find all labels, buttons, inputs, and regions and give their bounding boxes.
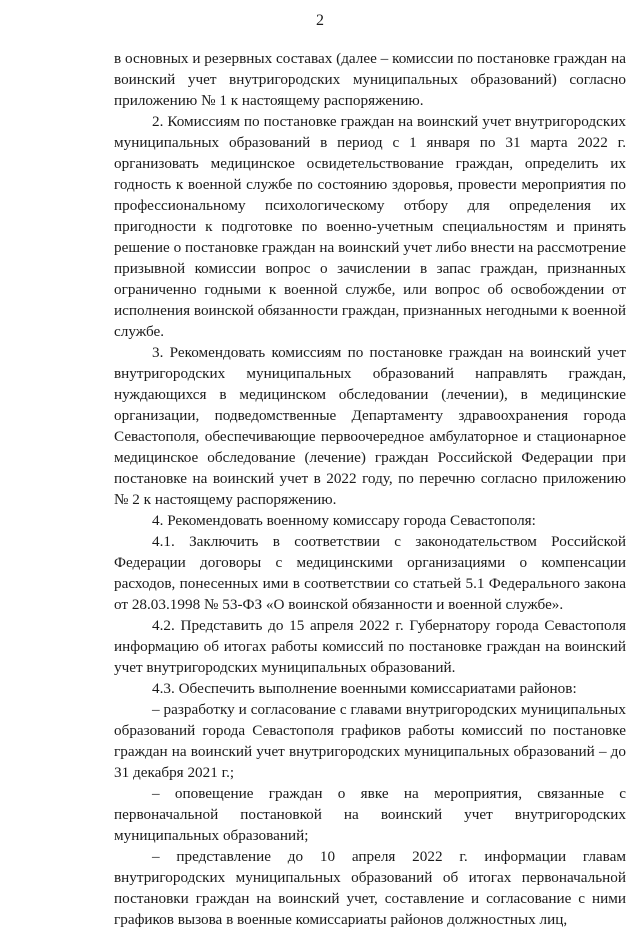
paragraph-item-4-1: 4.1. Заключить в соответствии с законодательством Российской Федерации договоры с медицинскими организациями о компенсации расходов, понесенных ими в соответствии со статьей 5.1 Федерального закона от 28.03.1998 № 53-ФЗ «О воинской обязанности и военной службе».	[114, 533, 626, 613]
paragraph-commission-composition: в основных и резервных составах (далее – комиссии по постановке граждан на воинский учет внутригородских муниципальных образований) согласно приложению № 1 к настоящему распоряжению.	[114, 50, 626, 109]
paragraph-item-4-3: 4.3. Обеспечить выполнение военными комиссариатами районов:	[152, 680, 577, 697]
paragraph-item-2: 2. Комиссиям по постановке граждан на воинский учет внутригородских муниципальных образований в период с 1 января по 31 марта 2022 г. организовать медицинское освидетельствование граждан, определить их годность к военной службе по состоянию здоровья, провести мероприятия по профессиональному психологическому отбору для определения их пригодности к подготовке по военно-учетным специальностям и принять решение о постановке граждан на воинский учет либо внести на рассмотрение призывной комиссии вопрос о зачислении в запас граждан, признанных ограниченно годными к военной службе, или вопрос об освобождении от исполнения воинской обязанности граждан, признанных негодными к военной службе.	[114, 113, 626, 340]
paragraph-item-4: 4. Рекомендовать военному комиссару города Севастополя:	[152, 512, 536, 529]
list-item-schedule-development: – разработку и согласование с главами внутригородских муниципальных образований города Севастополя графиков работы комиссий по постановке граждан на воинский учет внутригородских муниципальных образований – до 31 декабря 2021 г.;	[114, 701, 626, 781]
list-item-information-submission: – представление до 10 апреля 2022 г. информации главам внутригородских муниципальных образований об итогах первоначальной постановки граждан на воинский учет, составление и согласование с ними графиков вызова в военные комиссариаты районов должностных лиц,	[114, 848, 626, 928]
document-body	[114, 48, 626, 930]
list-item-citizen-notification: – оповещение граждан о явке на мероприятия, связанные с первоначальной постановкой на воинский учет внутригородских муниципальных образований;	[114, 785, 626, 844]
page-number: 2	[316, 12, 324, 29]
paragraph-item-3: 3. Рекомендовать комиссиям по постановке граждан на воинский учет внутригородских муниципальных образований направлять граждан, нуждающихся в медицинском обследовании (лечении), в медицинские организации, подведомственные Департаменту здравоохранения города Севастополя, обеспечивающие первоочередное амбулаторное и стационарное медицинское обследование (лечение) граждан Российской Федерации при постановке на воинский учет в 2022 году, по перечню согласно приложению № 2 к настоящему распоряжению.	[114, 344, 626, 508]
paragraph-item-4-2: 4.2. Представить до 15 апреля 2022 г. Губернатору города Севастополя информацию об итогах работы комиссий по постановке граждан на воинский учет внутригородских муниципальных образований.	[114, 617, 626, 676]
